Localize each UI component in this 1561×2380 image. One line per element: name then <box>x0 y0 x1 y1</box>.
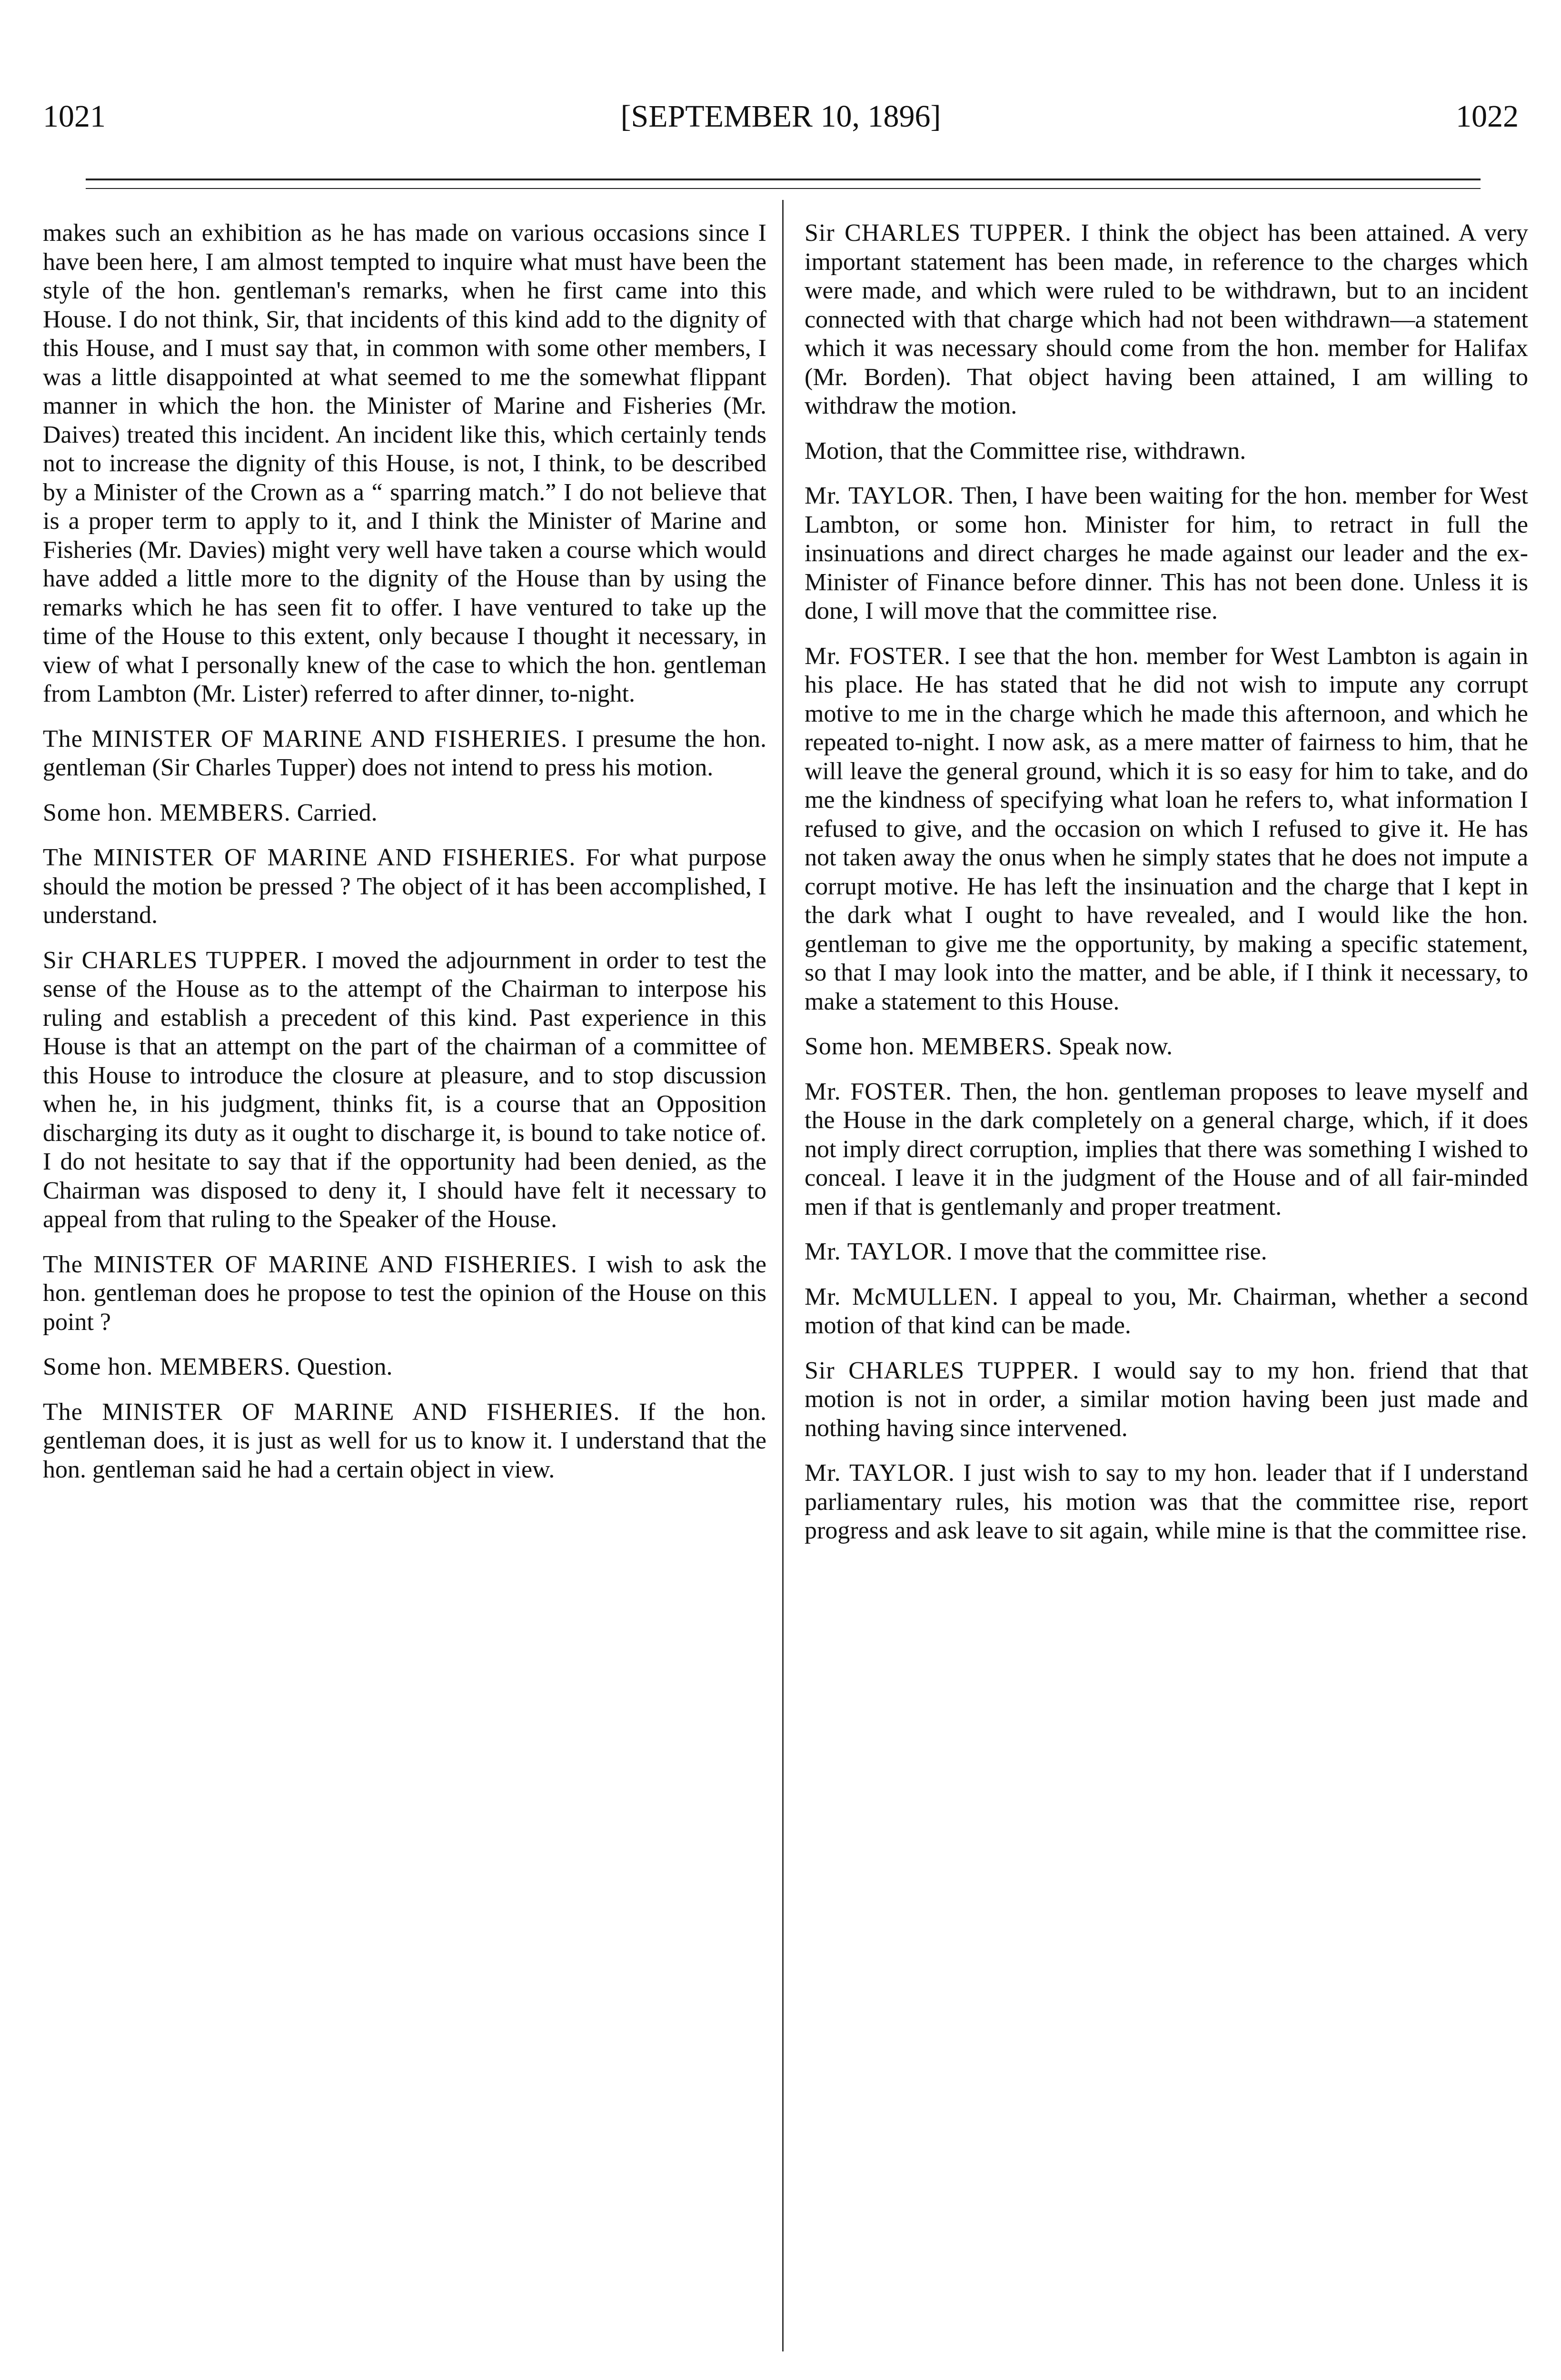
speech-paragraph <box>805 1459 1528 1546</box>
speaker-name: The MINISTER OF MARINE AND FISHERIES. <box>43 725 568 753</box>
speech-paragraph <box>43 1398 766 1485</box>
speaker-name: Mr. TAYLOR. <box>805 482 954 509</box>
speech-paragraph <box>805 1238 1528 1267</box>
speaker-name: Sir CHARLES TUPPER. <box>805 1357 1080 1384</box>
speech-text: I wish to ask the hon. gentleman does he propose to test the opinion of the House on this point ? <box>43 1250 767 1336</box>
speaker-name: Some hon. MEMBERS. <box>43 1353 291 1380</box>
speech-text: I think the object has been attained. A very important statement has been made, in reference to the charges which were made, and which were ruled to be withdrawn, but to an incident connected with that charge which had not been withdrawn—a statement which it was necessary should come from the hon. member for Halifax (Mr. Borden). That object having been attained, I am willing to withdraw the motion. <box>805 219 1529 419</box>
speech-paragraph <box>805 1357 1528 1443</box>
speech-paragraph <box>43 725 766 783</box>
right-column <box>805 219 1528 1562</box>
header-rule-thin <box>86 188 1481 189</box>
speaker-name: The MINISTER OF MARINE AND FISHERIES. <box>43 1398 620 1426</box>
speaker-name: Mr. McMULLEN. <box>805 1283 999 1310</box>
speech-text: Question. <box>297 1353 393 1380</box>
page-number-left: 1021 <box>43 99 106 134</box>
speech-paragraph <box>805 482 1528 626</box>
speech-text: I would say to my hon. friend that that motion is not in order, a similar motion having been just made and nothing having since intervened. <box>805 1357 1528 1442</box>
speech-paragraph <box>805 1283 1528 1340</box>
header-date: [SEPTEMBER 10, 1896] <box>620 99 941 134</box>
page-header <box>43 93 1519 140</box>
column-divider <box>782 200 784 2351</box>
speech-text: I move that the committee rise. <box>959 1238 1267 1265</box>
speech-paragraph <box>805 642 1528 1017</box>
speech-text: makes such an exhibition as he has made on various occasions since I have been here, I am almost tempted to inquire what must have been the style of the hon. gentleman's remarks, when he first came into this House. I do not think, Sir, that incidents of this kind add to the dignity of this House, and I must say that, in common with some other members, I was a little disappointed at what seemed to me the somewhat flippant manner in which the hon. the Minister of Marine and Fisheries (Mr. Daives) treated this incident. An incident like this, which certainly tends not to increase the dignity of this House, is not, I think, to be described by a Minister of the Crown as a “ sparring match.” I do not believe that is a proper term to apply to it, and I think the Minister of Marine and Fisheries (Mr. Davies) might very well have taken a course which would have added a little more to the dignity of the House than by using the remarks which he has seen fit to offer. I have ventured to take up the time of the House to this extent, only because I thought it necessary, in view of what I personally knew of the case to which the hon. gentleman from Lambton (Mr. Lister) referred to after dinner, to-night. <box>43 219 766 707</box>
speech-text: I presume the hon. gentleman (Sir Charles Tupper) does not intend to press his motion. <box>43 725 766 781</box>
speaker-name: Sir CHARLES TUPPER. <box>43 946 308 974</box>
speaker-name: The MINISTER OF MARINE AND FISHERIES. <box>43 1250 578 1278</box>
speech-paragraph <box>805 219 1528 421</box>
speech-text: If the hon. gentleman does, it is just as well for us to know it. I understand that the hon. gentleman said he had a certain object in view. <box>43 1398 767 1483</box>
speech-paragraph <box>43 799 766 828</box>
speech-text: For what purpose should the motion be pressed ? The object of it has been accomplished, I understand. <box>43 844 766 929</box>
speech-text: I appeal to you, Mr. Chairman, whether a second motion of that kind can be made. <box>805 1283 1528 1339</box>
left-column <box>43 219 766 1500</box>
speech-paragraph <box>43 843 766 930</box>
speaker-name: Mr. TAYLOR. <box>805 1459 955 1487</box>
speech-paragraph <box>805 1078 1528 1222</box>
header-rule <box>86 178 1481 180</box>
speaker-name: Some hon. MEMBERS. <box>805 1033 1053 1060</box>
speech-paragraph <box>43 219 766 709</box>
speech-text: I see that the hon. member for West Lambton is again in his place. He has stated that he did not wish to impute any corrupt motive to me in the charge which he made this afternoon, and which he repeated to-night. I now ask, as a mere matter of fairness to him, that he will leave the general ground, which it is so easy for him to take, and do me the kindness of specifying what loan he refers to, what information I refused to give, and the occasion on which I refused to give it. He has not taken away the onus when he simply states that he does not impute a corrupt motive. He has left the insinuation and the charge that I kept in the dark what I ought to have revealed, and I would like the hon. gentleman to give me the opportunity, by making a specific statement, so that I may look into the matter, and be able, if I think it necessary, to make a statement to this House. <box>805 642 1528 1015</box>
speaker-name: Sir CHARLES TUPPER. <box>805 219 1072 247</box>
speech-text: I moved the adjournment in order to test the sense of the House as to the attempt of the Chairman to interpose his ruling and establish a precedent of this kind. Past experience in this House is that an attempt on the part of the chairman of a committee of this House to introduce the closure at pleasure, and to stop discussion when he, in his judgment, thinks fit, is a course that an Opposition discharging its duty as it ought to discharge it, is bound to take notice of. I do not hesitate to say that if the opportunity had been denied, as the Chairman was disposed to deny it, I should have felt it necessary to appeal from that ruling to the Speaker of the House. <box>43 946 766 1233</box>
speaker-name: Some hon. MEMBERS. <box>43 799 291 826</box>
speech-paragraph <box>43 1250 766 1337</box>
page-number-right: 1022 <box>1456 99 1519 134</box>
speaker-name: Mr. FOSTER. <box>805 642 951 670</box>
speech-text: Motion, that the Committee rise, withdrawn. <box>805 437 1246 465</box>
speech-text: Speak now. <box>1058 1033 1173 1060</box>
speech-text: Then, the hon. gentleman proposes to leave myself and the House in the dark completely on a general charge, which, if it does not imply direct corruption, implies that there was something I wished to conceal. I leave it in the judgment of the House and of all fair-minded men if that is gentlemanly and proper treatment. <box>805 1078 1528 1220</box>
speech-paragraph <box>805 1032 1528 1061</box>
speech-text: Then, I have been waiting for the hon. member for West Lambton, or some hon. Minister for him, to retract in full the insinuations and direct charges he made against our leader and the ex-Minister of Finance before dinner. This has not been done. Unless it is done, I will move that the committee rise. <box>805 482 1528 625</box>
speech-text: Carried. <box>297 799 378 826</box>
speech-paragraph <box>805 437 1528 466</box>
speaker-name: Mr. FOSTER. <box>805 1078 952 1105</box>
speaker-name: The MINISTER OF MARINE AND FISHERIES. <box>43 844 576 871</box>
speech-paragraph <box>43 946 766 1234</box>
speech-paragraph <box>43 1353 766 1382</box>
speech-text: I just wish to say to my hon. leader that if I understand parliamentary rules, his motion was that the committee rise, report progress and ask leave to sit again, while mine is that the committee rise. <box>805 1459 1528 1544</box>
speaker-name: Mr. TAYLOR. <box>805 1238 953 1265</box>
